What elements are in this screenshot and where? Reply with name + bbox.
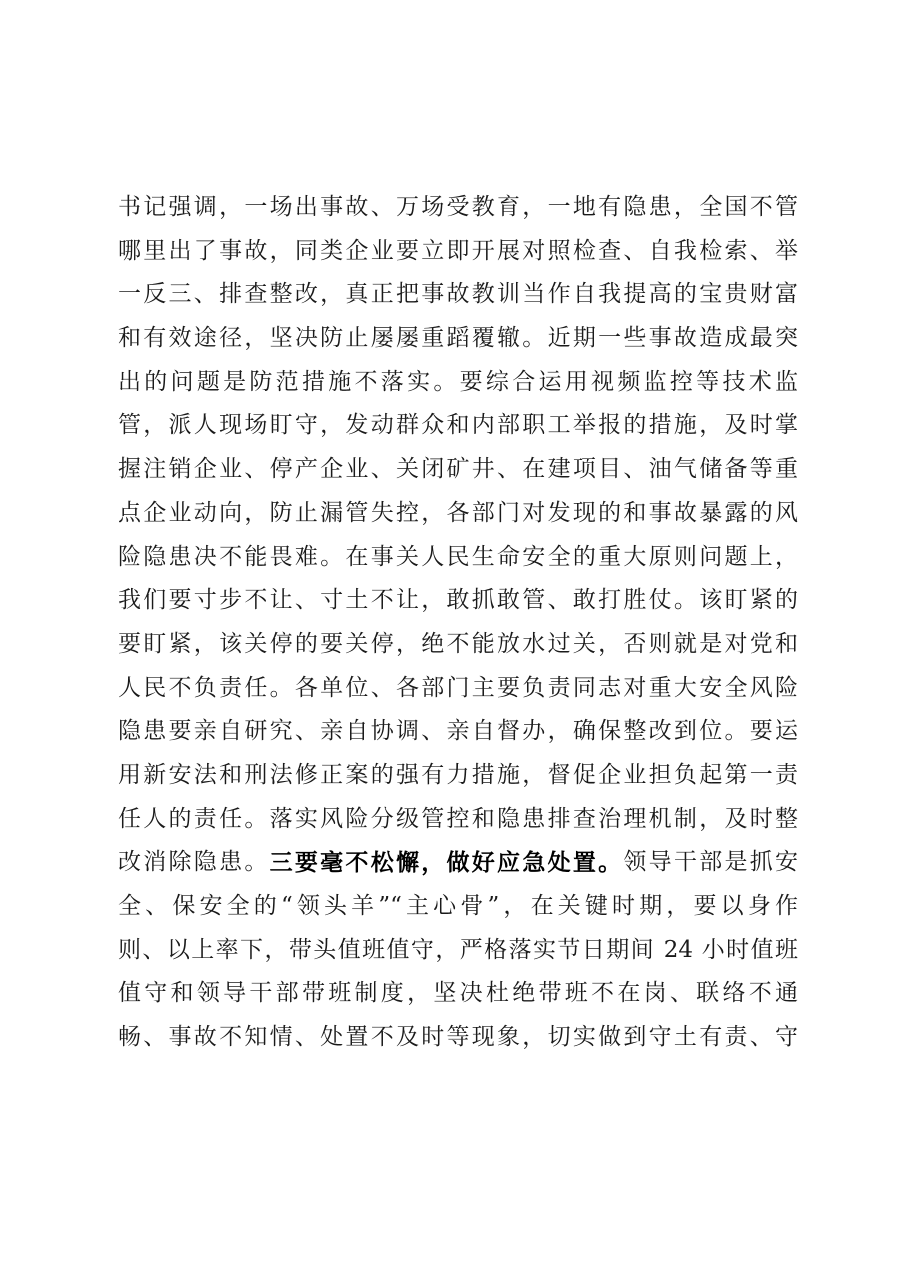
- text-line: 隐患要亲自研究、亲自协调、亲自督办，确保整改到位。要运: [118, 718, 798, 745]
- text-line-with-heading: [118, 841, 798, 885]
- text-segment: 改消除隐患。: [118, 849, 270, 876]
- text-line: 握注销企业、停产企业、关闭矿井、在建项目、油气储备等重: [118, 456, 798, 483]
- text-line: 和有效途径，坚决防止屡屡重蹈覆辙。近期一些事故造成最突: [118, 325, 798, 352]
- text-line: 人民不负责任。各单位、各部门主要负责同志对重大安全风险: [118, 674, 798, 701]
- text-line: 全、保安全的“领头羊”“主心骨”，在关键时期，要以身作: [118, 893, 798, 919]
- text-line: 用新安法和刑法修正案的强有力措施，督促企业担负起第一责: [118, 761, 798, 788]
- text-line: 一反三、排查整改，真正把事故教训当作自我提高的宝贵财富: [118, 281, 798, 308]
- section-heading: 三要毫不松懈，做好应急处置。: [269, 849, 624, 877]
- body-text: [118, 186, 798, 1060]
- text-line: 书记强调，一场出事故、万场受教育，一地有隐患，全国不管: [118, 194, 798, 220]
- text-line: 哪里出了事故，同类企业要立即开展对照检查、自我检索、举: [118, 237, 798, 264]
- text-line: 值守和领导干部带班制度，坚决杜绝带班不在岗、联络不通: [118, 980, 798, 1007]
- text-line: 我们要寸步不让、寸土不让，敢抓敢管、敢打胜仗。该盯紧的: [118, 587, 798, 614]
- text-segment: 领导干部是抓安: [623, 849, 799, 876]
- text-line: 点企业动向，防止漏管失控，各部门对发现的和事故暴露的风: [118, 499, 798, 526]
- text-line: 管，派人现场盯守，发动群众和内部职工举报的措施，及时掌: [118, 412, 798, 439]
- text-line: 任人的责任。落实风险分级管控和隐患排查治理机制，及时整: [118, 805, 798, 832]
- text-line: 则、以上率下，带头值班值守，严格落实节日期间 24 小时值班: [118, 936, 798, 963]
- text-line: 险隐患决不能畏难。在事关人民生命安全的重大原则问题上，: [118, 543, 798, 570]
- text-line: 畅、事故不知情、处置不及时等现象，切实做到守土有责、守: [118, 1024, 798, 1051]
- text-line: 要盯紧，该关停的要关停，绝不能放水过关，否则就是对党和: [118, 630, 798, 657]
- text-line: 出的问题是防范措施不落实。要综合运用视频监控等技术监: [118, 368, 798, 395]
